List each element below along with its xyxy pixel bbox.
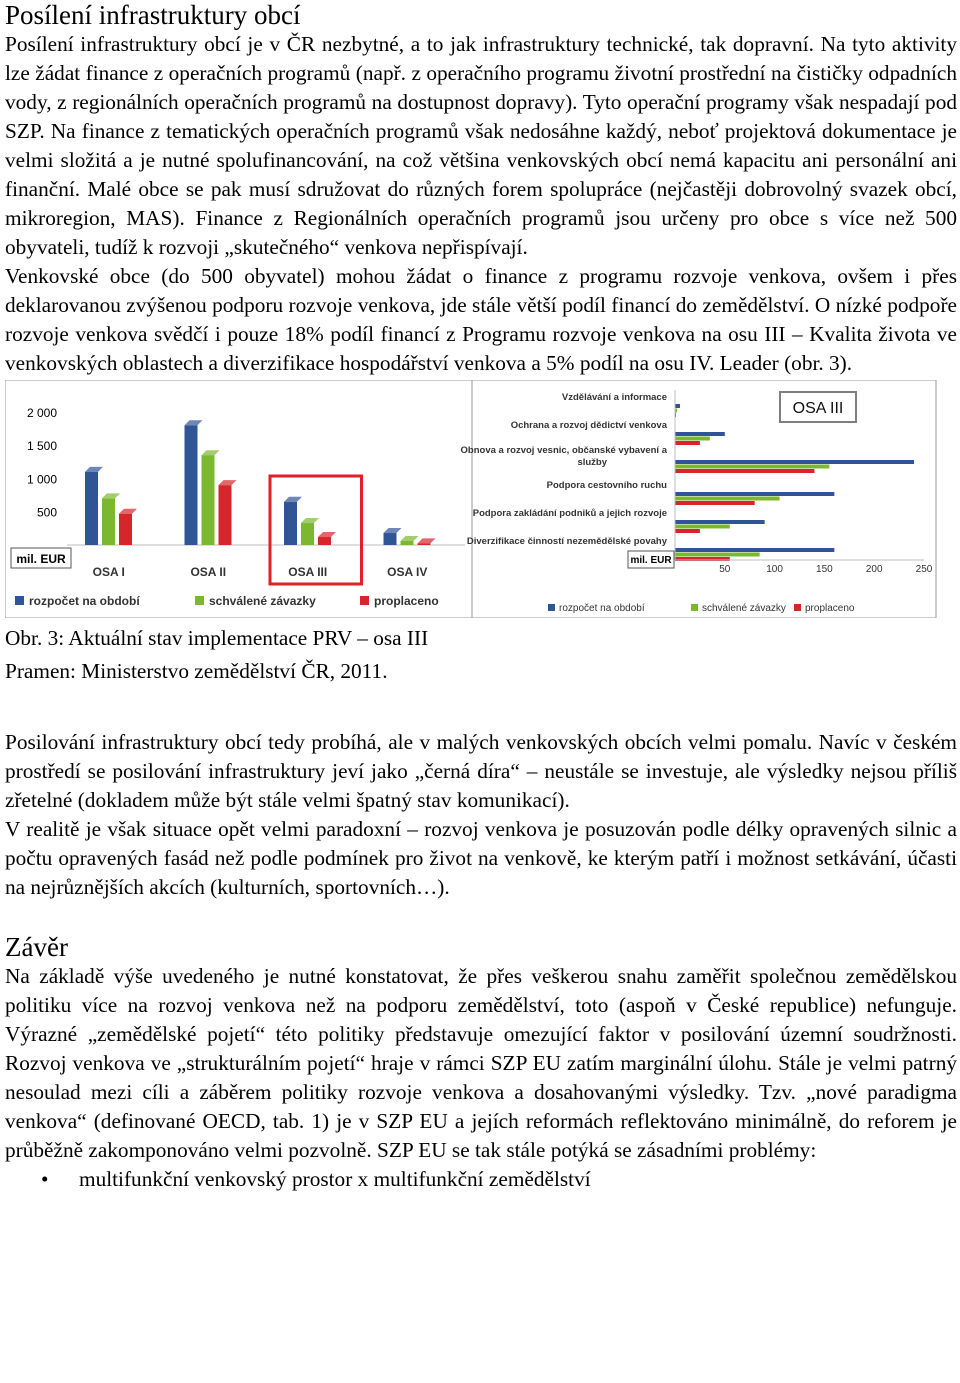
bar — [401, 541, 414, 545]
paragraph-1: Posílení infrastruktury obcí je v ČR nezbytné, a to jak infrastruktury technické, tak dopravní. Na tyto aktivity lze žádat finance z operačních programů (např. z operačního programu životní prostřední na čističky odpadních vody, z regionálních operačních programů na dostupnost dopravy). Tyto operační programy však nespadají pod SZP. Na finance z tematických operačních programů však nedosáhne každý, neboť projektová dokumentace je velmi složitá a je nutné spolufinancování, na což většina venkovských obcí nemá kapacitu ani personální ani finanční. Malé obce se pak musí sdružovat do různých forem spolupráce (nejčastěji dobrovolný svazek obcí, mikroregion, MAS). Finance z Regionálních operačních programů jsou určeny pro obce s více než 500 obyvateli, tudíž k rozvoji „skutečného“ venkova nepřispívají. — [5, 32, 957, 259]
bar — [675, 520, 765, 524]
legend-swatch — [548, 604, 555, 611]
title-box-label: OSA III — [792, 400, 844, 417]
x-tick-label: OSA IV — [387, 565, 428, 579]
category-label-line-1: Obnova a rozvoj vesnic, občanské vybavení a — [460, 445, 667, 456]
category-label: Podpora zakládání podniků a jejich rozvoje — [472, 508, 667, 519]
bar — [675, 469, 814, 473]
document-page — [5, 0, 957, 1194]
bar — [102, 498, 115, 545]
section-heading-conclusion: Závěr — [5, 932, 68, 962]
category-label: Ochrana a rozvoj dědictví venkova — [510, 420, 667, 431]
figure-svg — [5, 380, 937, 618]
x-tick-label: 50 — [719, 564, 731, 575]
legend-swatch — [691, 604, 698, 611]
bar — [675, 465, 829, 469]
bar — [675, 460, 914, 464]
x-tick-label: OSA III — [288, 565, 328, 579]
x-tick-label: OSA II — [190, 565, 227, 579]
y-tick-label: 500 — [36, 505, 57, 520]
legend-label: rozpočet na období — [29, 594, 140, 608]
legend-swatch — [195, 596, 204, 605]
section-heading-infrastructure: Posílení infrastruktury obcí — [5, 0, 301, 30]
category-label: Vzdělávání a informace — [561, 392, 667, 403]
bar — [675, 404, 680, 408]
legend-swatch — [360, 596, 369, 605]
figure-caption: Obr. 3: Aktuální stav implementace PRV – osa III — [5, 626, 429, 650]
y-tick-label: 2 000 — [26, 405, 57, 420]
bar — [219, 485, 232, 545]
bar — [418, 543, 431, 545]
bar — [202, 455, 215, 545]
bar — [318, 537, 331, 545]
y-tick-label: 1 500 — [26, 439, 57, 454]
bar — [301, 523, 314, 545]
category-label: Podpora cestovního ruchu — [546, 480, 667, 491]
legend-label: schválené závazky — [209, 594, 316, 608]
unit-label: mil. EUR — [16, 552, 66, 566]
figure-source: Pramen: Ministerstvo zemědělství ČR, 2011. — [5, 659, 388, 683]
figure-implementation-prv — [5, 380, 937, 618]
bar — [675, 525, 730, 529]
paragraph-5: Na základě výše uvedeného je nutné konstatovat, že přes veškerou snahu zaměřit společnou zemědělskou politiku více na rozvoj venkova než na podporu zemědělství, toto (aspoň v České republice) nefunguje. Výrazné „zemědělské pojetí“ této politiky představuje omezující faktor v posilování územní soudržnosti. Rozvoj venkova ve „strukturálním pojetí“ hraje v rámci SZP EU zatím marginální úlohu. Stále je velmi patrný nesoulad mezi cíli a záběrem politiky rozvoje venkova a dosahovanými výsledky. Tzv. „nové paradigma venkova“ (definované OECD, tab. 1) je v SZP EU a jejích reformách reflektováno minimálně, do reforem je průběžně zakomponováno velmi pozvolně. SZP EU se tak stále potýká se zásadními problémy: — [5, 964, 957, 1162]
bar — [675, 492, 834, 496]
chart-a-frame — [5, 380, 472, 618]
bar — [119, 514, 132, 545]
bar — [675, 501, 755, 505]
bullet-list — [5, 1165, 957, 1194]
bar — [675, 432, 725, 436]
bar — [675, 548, 834, 552]
legend-label: proplaceno — [805, 603, 855, 614]
bar — [675, 529, 700, 533]
legend-label: rozpočet na období — [559, 603, 645, 614]
legend-swatch — [794, 604, 801, 611]
paragraph-3: Posilování infrastruktury obcí tedy probíhá, ale v malých venkovských obcích velmi pomalu. Navíc v českém prostředí se posilování infrastruktury jeví jako „černá díra“ – neustále se investuje, ale výsledky nejsou příliš zřetelné (dokladem může být stále velmi špatný stav komunikací). — [5, 730, 957, 812]
chart-osa-iii-horizontal — [461, 380, 936, 618]
x-tick-label: 200 — [865, 564, 883, 575]
legend-swatch — [15, 596, 24, 605]
x-tick-label: 250 — [915, 564, 933, 575]
bar — [185, 425, 198, 545]
x-tick-label: OSA I — [92, 565, 125, 579]
list-item: • multifunkční venkovský prostor x multifunkční zemědělství — [5, 1165, 957, 1194]
bar — [675, 441, 700, 445]
bar — [675, 437, 710, 441]
unit-label: mil. EUR — [630, 555, 672, 566]
chart-axes-bar — [5, 380, 472, 618]
category-label: Diverzifikace činností nezemědělské povahy — [466, 536, 667, 547]
paragraph-2: Venkovské obce (do 500 obyvatel) mohou žádat o finance z programu rozvoje venkova, ovšem i přes deklarovanou zvýšenou podporu rozvoje venkova, jde stále větší podíl financí do zemědělství. O nízké podpoře rozvoje venkova svědčí i pouze 18% podíl financí z Programu rozvoje venkova na osu III – Kvalita života ve venkovských oblastech a diverzifikace hospodářství venkova a 5% podíl na osu IV. Leader (obr. 3). — [5, 264, 957, 375]
x-tick-label: 150 — [816, 564, 833, 575]
x-tick-label: 100 — [766, 564, 783, 575]
category-label-line-2: služby — [577, 457, 607, 468]
bar — [284, 502, 297, 545]
legend-label: schválené závazky — [702, 603, 786, 614]
paragraph-4: V realitě je však situace opět velmi paradoxní – rozvoj venkova je posuzován podle délky opravených silnic a počtu opravených fasád než podle podmínek pro život na venkově, ke kterým patří i možnost setkávání, účasti na nejrůznějších akcích (kulturních, sportovních…). — [5, 817, 957, 899]
legend-label: proplaceno — [374, 594, 439, 608]
bar — [85, 472, 98, 545]
y-tick-label: 1 000 — [26, 472, 57, 487]
bar — [675, 497, 780, 501]
bar — [675, 553, 760, 557]
bar — [384, 533, 397, 545]
